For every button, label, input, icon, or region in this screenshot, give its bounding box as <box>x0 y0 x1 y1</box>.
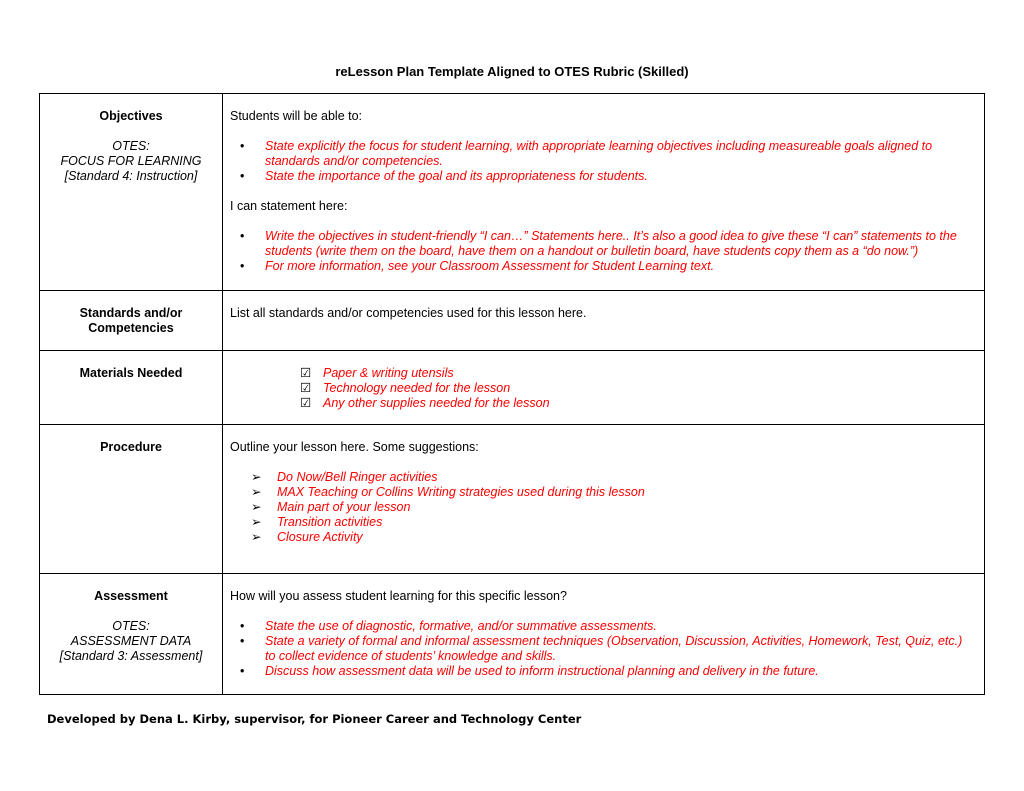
list-item: • State the use of diagnostic, formative, and/or summative assessments. <box>240 619 657 633</box>
bullet-icon: • <box>240 169 245 183</box>
list-item: ➢ MAX Teaching or Collins Writing strategies used during this lesson <box>251 485 645 499</box>
lesson-plan-table <box>39 93 985 695</box>
materials-row <box>40 351 985 425</box>
footer-credit: Developed by Dena L. Kirby, supervisor, for Pioneer Career and Technology Center <box>47 712 582 726</box>
procedure-label-cell <box>40 425 223 574</box>
arrow-icon: ➢ <box>251 515 262 529</box>
list-item: ☑ Technology needed for the lesson <box>300 381 511 395</box>
procedure-row <box>40 425 985 574</box>
objectives-label-cell <box>40 94 223 291</box>
objectives-row <box>40 94 985 291</box>
arrow-icon: ➢ <box>251 500 262 514</box>
bullet-icon: • <box>240 619 245 633</box>
procedure-list <box>230 470 966 545</box>
procedure-intro: Outline your lesson here. Some suggestions: <box>230 440 479 454</box>
list-item: • State explicitly the focus for student learning, with appropriate learning objectives including measureable goals aligned to standards and/or competencies. <box>240 139 933 168</box>
objectives-otes-focus: FOCUS FOR LEARNING <box>60 154 202 168</box>
list-item: ➢ Do Now/Bell Ringer activities <box>251 470 438 484</box>
list-item: • Discuss how assessment data will be used to inform instructional planning and delivery in the future. <box>240 664 819 678</box>
standards-text: List all standards and/or competencies used for this lesson here. <box>230 306 587 320</box>
materials-heading: Materials Needed <box>79 366 183 380</box>
standards-label-cell <box>40 291 223 351</box>
standards-row <box>40 291 985 351</box>
materials-list <box>230 366 966 411</box>
materials-content-cell <box>223 351 985 425</box>
objectives-intro: Students will be able to: <box>230 109 363 123</box>
assessment-otes-standard: [Standard 3: Assessment] <box>59 649 203 663</box>
ican-bullet-list <box>230 229 966 274</box>
list-item: ➢ Closure Activity <box>251 530 363 544</box>
list-item: • State the importance of the goal and its appropriateness for students. <box>240 169 648 183</box>
bullet-icon: • <box>240 229 245 243</box>
arrow-icon: ➢ <box>251 530 262 544</box>
materials-label-cell <box>40 351 223 425</box>
list-item: ☑ Paper & writing utensils <box>300 366 454 380</box>
assessment-heading: Assessment <box>94 589 168 603</box>
objectives-otes-label: OTES: <box>112 139 150 153</box>
list-item: • State a variety of formal and informal assessment techniques (Observation, Discussion, Activities, Homework, Test, Quiz, etc.) to collect evidence of students’ knowledge and skills. <box>240 634 963 663</box>
list-item: ➢ Main part of your lesson <box>251 500 411 514</box>
bullet-icon: • <box>240 634 245 648</box>
procedure-heading: Procedure <box>100 440 162 454</box>
assessment-bullet-list <box>230 619 966 679</box>
arrow-icon: ➢ <box>251 485 262 499</box>
objectives-heading: Objectives <box>99 109 163 123</box>
standards-heading-line1: Standards and/or <box>79 306 183 320</box>
checkbox-icon: ☑ <box>300 366 312 380</box>
objectives-otes-standard: [Standard 4: Instruction] <box>64 169 198 183</box>
list-item: • Write the objectives in student-friendly “I can…” Statements here.. It’s also a good idea to give these “I can” statements to the students (write them on the board, have them on a handout or bulletin board, have students copy them as a “do now.”) <box>240 229 957 258</box>
bullet-icon: • <box>240 139 245 153</box>
list-item: • For more information, see your Classroom Assessment for Student Learning text. <box>240 259 715 273</box>
checkbox-icon: ☑ <box>300 396 312 410</box>
assessment-content-cell <box>223 574 985 695</box>
procedure-content-cell <box>223 425 985 574</box>
bullet-icon: • <box>240 259 245 273</box>
assessment-intro: How will you assess student learning for this specific lesson? <box>230 589 567 603</box>
standards-heading-line2: Competencies <box>88 321 174 335</box>
assessment-label-cell <box>40 574 223 695</box>
assessment-row <box>40 574 985 695</box>
assessment-otes-focus: ASSESSMENT DATA <box>70 634 192 648</box>
assessment-otes-label: OTES: <box>112 619 150 633</box>
ican-intro: I can statement here: <box>230 199 348 213</box>
arrow-icon: ➢ <box>251 470 262 484</box>
checkbox-icon: ☑ <box>300 381 312 395</box>
list-item: ☑ Any other supplies needed for the lesson <box>300 396 550 410</box>
objectives-bullet-list <box>230 139 966 184</box>
list-item: ➢ Transition activities <box>251 515 383 529</box>
objectives-content-cell <box>223 94 985 291</box>
page-title: reLesson Plan Template Aligned to OTES Rubric (Skilled) <box>335 64 689 79</box>
bullet-icon: • <box>240 664 245 678</box>
standards-content-cell <box>223 291 985 351</box>
